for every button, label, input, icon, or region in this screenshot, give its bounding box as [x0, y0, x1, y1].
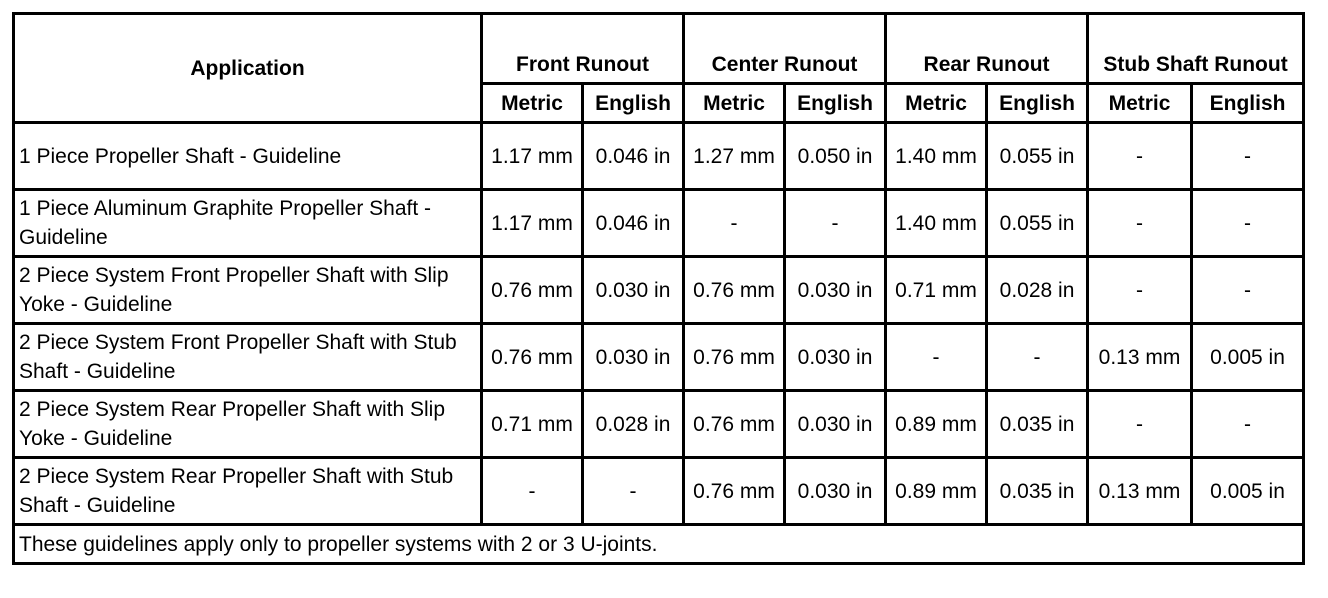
column-header-stub-shaft-runout: Stub Shaft Runout — [1088, 14, 1304, 84]
table-row — [14, 123, 1304, 190]
front-metric-cell: 0.71 mm — [482, 391, 583, 458]
rear-english-cell: - — [987, 324, 1088, 391]
stub-english-cell: - — [1192, 257, 1304, 324]
center-metric-cell: 0.76 mm — [684, 458, 785, 525]
front-english-cell: 0.028 in — [583, 391, 684, 458]
application-cell: 1 Piece Propeller Shaft - Guideline — [14, 123, 482, 190]
table-row — [14, 458, 1304, 525]
center-english-cell: 0.030 in — [785, 257, 886, 324]
column-header-metric: Metric — [684, 84, 785, 123]
column-header-center-runout: Center Runout — [684, 14, 886, 84]
front-metric-cell: 1.17 mm — [482, 123, 583, 190]
header-row-groups — [14, 14, 1304, 84]
rear-metric-cell: 0.71 mm — [886, 257, 987, 324]
rear-metric-cell: 0.89 mm — [886, 391, 987, 458]
column-header-metric: Metric — [482, 84, 583, 123]
column-header-rear-runout: Rear Runout — [886, 14, 1088, 84]
column-header-english: English — [583, 84, 684, 123]
rear-english-cell: 0.035 in — [987, 391, 1088, 458]
rear-metric-cell: 1.40 mm — [886, 190, 987, 257]
center-english-cell: - — [785, 190, 886, 257]
front-english-cell: - — [583, 458, 684, 525]
stub-metric-cell: - — [1088, 257, 1192, 324]
front-english-cell: 0.046 in — [583, 190, 684, 257]
front-english-cell: 0.030 in — [583, 257, 684, 324]
application-cell: 1 Piece Aluminum Graphite Propeller Shaft - Guideline — [14, 190, 482, 257]
front-english-cell: 0.046 in — [583, 123, 684, 190]
footnote: These guidelines apply only to propeller systems with 2 or 3 U-joints. — [14, 525, 1304, 564]
rear-metric-cell: 0.89 mm — [886, 458, 987, 525]
center-english-cell: 0.050 in — [785, 123, 886, 190]
column-header-metric: Metric — [886, 84, 987, 123]
rear-english-cell: 0.055 in — [987, 190, 1088, 257]
stub-english-cell: - — [1192, 123, 1304, 190]
runout-specification-table — [12, 12, 1305, 565]
center-english-cell: 0.030 in — [785, 458, 886, 525]
stub-metric-cell: - — [1088, 391, 1192, 458]
footnote-row — [14, 525, 1304, 564]
table-row — [14, 391, 1304, 458]
center-metric-cell: 0.76 mm — [684, 391, 785, 458]
application-cell: 2 Piece System Front Propeller Shaft with Slip Yoke - Guideline — [14, 257, 482, 324]
application-cell: 2 Piece System Rear Propeller Shaft with Stub Shaft - Guideline — [14, 458, 482, 525]
column-header-english: English — [1192, 84, 1304, 123]
center-english-cell: 0.030 in — [785, 391, 886, 458]
table-row — [14, 190, 1304, 257]
center-metric-cell: - — [684, 190, 785, 257]
stub-english-cell: - — [1192, 190, 1304, 257]
rear-english-cell: 0.035 in — [987, 458, 1088, 525]
center-metric-cell: 0.76 mm — [684, 257, 785, 324]
stub-english-cell: 0.005 in — [1192, 324, 1304, 391]
rear-english-cell: 0.055 in — [987, 123, 1088, 190]
application-cell: 2 Piece System Rear Propeller Shaft with Slip Yoke - Guideline — [14, 391, 482, 458]
application-cell: 2 Piece System Front Propeller Shaft with Stub Shaft - Guideline — [14, 324, 482, 391]
column-header-english: English — [785, 84, 886, 123]
stub-metric-cell: - — [1088, 123, 1192, 190]
front-english-cell: 0.030 in — [583, 324, 684, 391]
front-metric-cell: - — [482, 458, 583, 525]
rear-metric-cell: - — [886, 324, 987, 391]
center-english-cell: 0.030 in — [785, 324, 886, 391]
stub-english-cell: - — [1192, 391, 1304, 458]
column-header-front-runout: Front Runout — [482, 14, 684, 84]
front-metric-cell: 0.76 mm — [482, 324, 583, 391]
stub-metric-cell: - — [1088, 190, 1192, 257]
rear-english-cell: 0.028 in — [987, 257, 1088, 324]
stub-english-cell: 0.005 in — [1192, 458, 1304, 525]
table-row — [14, 324, 1304, 391]
column-header-application: Application — [14, 14, 482, 123]
column-header-metric: Metric — [1088, 84, 1192, 123]
table-row — [14, 257, 1304, 324]
center-metric-cell: 0.76 mm — [684, 324, 785, 391]
front-metric-cell: 0.76 mm — [482, 257, 583, 324]
stub-metric-cell: 0.13 mm — [1088, 324, 1192, 391]
column-header-english: English — [987, 84, 1088, 123]
front-metric-cell: 1.17 mm — [482, 190, 583, 257]
stub-metric-cell: 0.13 mm — [1088, 458, 1192, 525]
rear-metric-cell: 1.40 mm — [886, 123, 987, 190]
center-metric-cell: 1.27 mm — [684, 123, 785, 190]
